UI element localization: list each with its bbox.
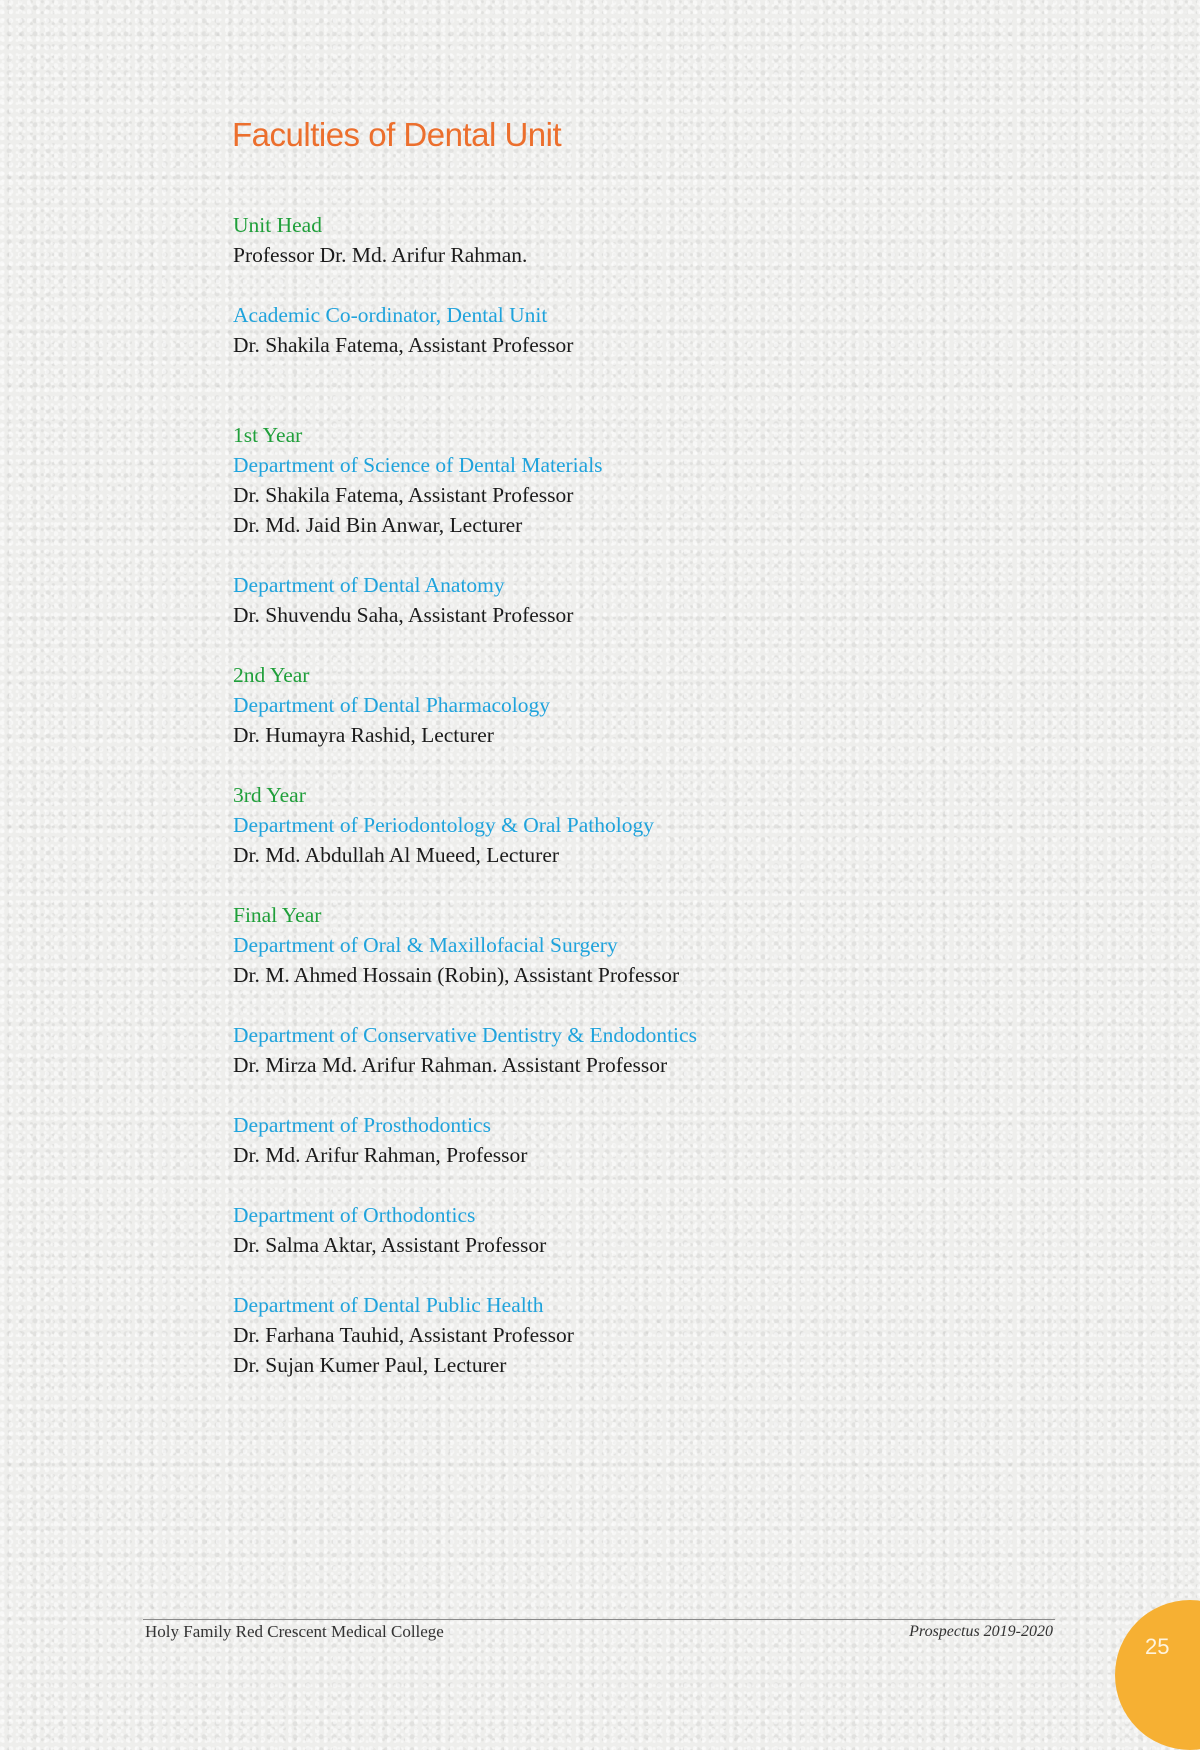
faculty-name: Dr. Salma Aktar, Assistant Professor (233, 1233, 547, 1257)
faculty-name: Dr. Md. Jaid Bin Anwar, Lecturer (233, 513, 523, 537)
coordinator-heading: Academic Co-ordinator, Dental Unit (233, 303, 548, 327)
year-heading-1st: 1st Year (233, 423, 303, 447)
footer-divider (143, 1619, 1055, 1620)
dept-dental-anatomy: Department of Dental Anatomy (233, 573, 505, 597)
dept-dental-materials: Department of Science of Dental Materials (233, 453, 603, 477)
page-title: Faculties of Dental Unit (232, 116, 562, 153)
faculty-name: Dr. Humayra Rashid, Lecturer (233, 723, 494, 747)
faculty-name: Dr. Mirza Md. Arifur Rahman. Assistant Professor (233, 1053, 668, 1077)
coordinator-name: Dr. Shakila Fatema, Assistant Professor (233, 333, 574, 357)
page-number: 25 (1145, 1634, 1170, 1659)
faculty-list (233, 210, 1113, 1380)
year-heading-3rd: 3rd Year (233, 783, 306, 807)
dept-conservative-dentistry: Department of Conservative Dentistry & Endodontics (233, 1023, 697, 1047)
dept-public-health: Department of Dental Public Health (233, 1293, 544, 1317)
dept-prosthodontics: Department of Prosthodontics (233, 1113, 491, 1137)
dept-periodontology: Department of Periodontology & Oral Pathology (233, 813, 654, 837)
dept-dental-pharmacology: Department of Dental Pharmacology (233, 693, 551, 717)
footer-college-name: Holy Family Red Crescent Medical College (145, 1622, 444, 1641)
page-number-badge (1115, 1600, 1200, 1750)
dept-oral-surgery: Department of Oral & Maxillofacial Surgery (233, 933, 618, 957)
unit-head-heading: Unit Head (233, 213, 322, 237)
unit-head-name: Professor Dr. Md. Arifur Rahman. (233, 243, 528, 267)
year-heading-final: Final Year (233, 903, 322, 927)
dept-orthodontics: Department of Orthodontics (233, 1203, 476, 1227)
faculty-name: Dr. Md. Abdullah Al Mueed, Lecturer (233, 843, 560, 867)
faculty-name: Dr. Farhana Tauhid, Assistant Professor (233, 1323, 574, 1347)
faculty-name: Dr. Shuvendu Saha, Assistant Professor (233, 603, 574, 627)
faculty-name: Dr. Shakila Fatema, Assistant Professor (233, 483, 574, 507)
faculty-name: Dr. Sujan Kumer Paul, Lecturer (233, 1353, 507, 1377)
faculty-name: Dr. M. Ahmed Hossain (Robin), Assistant Professor (233, 963, 680, 987)
faculty-name: Dr. Md. Arifur Rahman, Professor (233, 1143, 528, 1167)
footer-prospectus: Prospectus 2019-2020 (909, 1623, 1053, 1640)
year-heading-2nd: 2nd Year (233, 663, 310, 687)
